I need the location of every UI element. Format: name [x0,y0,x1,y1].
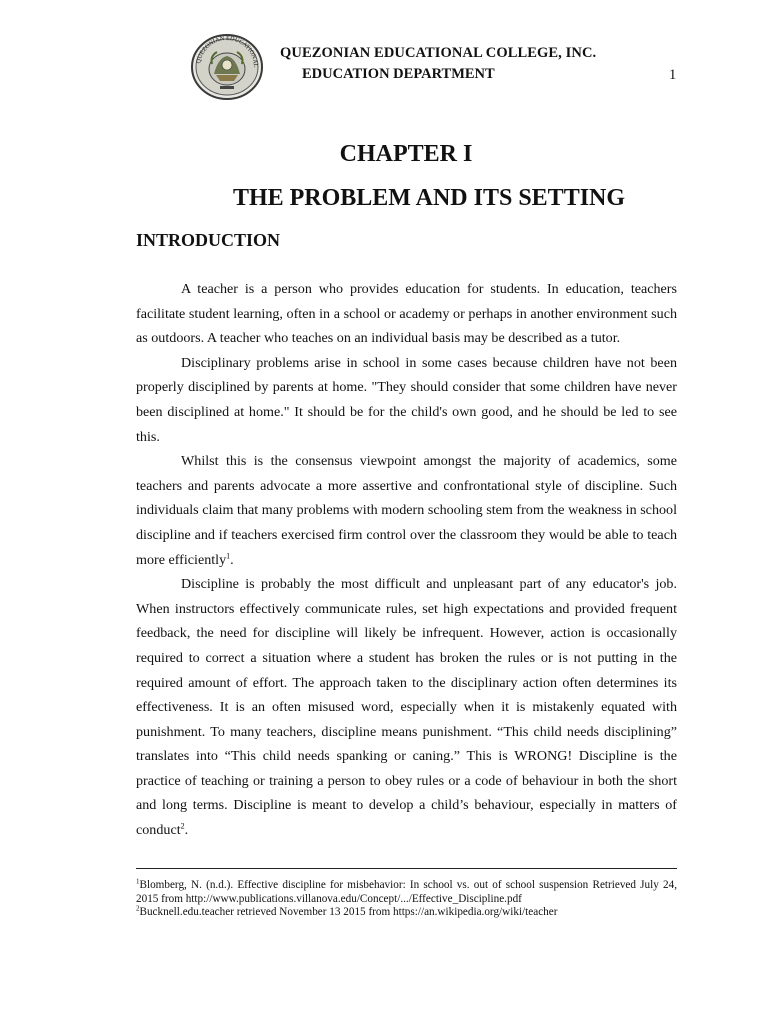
paragraph: Disciplinary problems arise in school in some cases because children have not been properly disciplined by parents at home. "They should consider that some children have never been disciplined at home." It should be for the child's own good, and he should be led to see this. [136,354,677,445]
footnote-reference: 2 [180,821,185,831]
svg-text:QUEZONIAN EDUCATIONAL COLLEGE,: QUEZONIAN EDUCATIONAL [195,34,260,68]
chapter-title: THE PROBLEM AND ITS SETTING [232,185,626,211]
footnote-mark: 2 [136,904,140,913]
paragraph: Discipline is probably the most difficult and unpleasant part of any educator's job. When instructors effectively communicate rules, set high expectations and provided frequent feedback, the need for discipline will likely be infrequent. However, action is occasionally required to correct a situation where a student has broken the rules or is not putting in the required amount of effort. The approach taken to the disciplinary action often determines its effectiveness. It is an often misused word, especially when it is mistakenly equated with punishment. To many teachers, discipline means punishment. “This child needs disciplining” translates into “This child needs spanking or caning.” This is WRONG! Discipline is the practice of teaching or training a person to obey rules or a code of behaviour in both the short and long terms. Discipline is meant to develop a child’s behaviour, especially in matters of conduct$^2$. [136,576,677,839]
institution-name: QUEZONIAN EDUCATIONAL COLLEGE, INC. [280,45,597,61]
department-name: EDUCATION DEPARTMENT [302,66,495,82]
paragraph: A teacher is a person who provides education for students. In education, teachers facilitate student learning, often in a school or academy or perhaps in another environment such as outdoors. A teacher who teaches on an individual basis may be described as a tutor. [136,281,677,347]
footnotes [136,879,677,920]
footnote: $^1$Blomberg, N. (n.d.). Effective discipline for misbehavior: In school vs. out of school suspension Retrieved July 24, 2015 from http://www.publications.villanova.edu/Concept/.../Effective_Discipline.pdf [136,877,677,905]
college-seal-logo [190,34,264,100]
footnote: $^2$Bucknell.edu.teacher retrieved November 13 2015 from https://an.wikipedia.org/wiki/teacher [136,904,558,918]
section-heading: INTRODUCTION [136,230,281,250]
footnote-reference: 1 [226,550,231,560]
footnote-mark: 1 [136,877,140,886]
seal-icon [190,34,264,100]
page-number: 1 [669,67,677,83]
body-text [136,277,677,843]
paragraph: Whilst this is the consensus viewpoint amongst the majority of academics, some teachers and parents advocate a more assertive and confrontational style of discipline. Such individuals claim that many problems with modern schooling stem from the weakness in school discipline and if teachers exercised firm control over the classroom they would be able to teach more efficiently$^1$. [136,453,677,568]
chapter-number: CHAPTER I [339,141,473,167]
footnote-separator [136,868,677,869]
